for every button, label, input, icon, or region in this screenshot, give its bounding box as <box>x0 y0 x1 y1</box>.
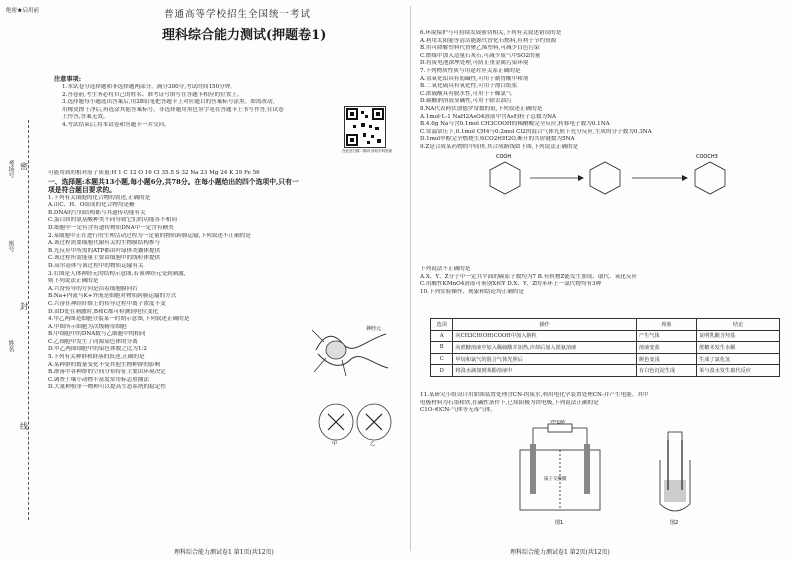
binding-char-2: 封 <box>20 302 28 311</box>
paper-title: 理科综合能力测试(押题卷1) <box>162 28 327 43</box>
question-line: C.该过程所需能量主要由细胞中的线粒体提供 <box>48 255 161 262</box>
question-line: A.利用太阳能等清洁能源代替化石燃料,有利于节约资源 <box>420 37 557 44</box>
confidential-note: 绝密★启用前 <box>6 8 40 14</box>
question-line: B.4.6g Na与含0.1mol CH3COOH的稀醋酸完全反应,转移电子数为0.1NA <box>420 121 610 128</box>
qr-caption: 在此处扫描二维码 获取学科资源 <box>341 149 393 153</box>
question-line: B.甲细胞中的DNA数与乙细胞中的相同 <box>48 331 146 338</box>
question-line: C.蛋白质的氨基酸种类不同导致它们的功能各不相同 <box>48 217 177 224</box>
binding-label-room: 考场号 <box>7 160 14 178</box>
outer-circuit-label: 外电路 <box>550 420 566 425</box>
question-line: B.群落中各种群的空间分布特征主要由环境决定 <box>48 369 166 376</box>
right-question-list-b <box>420 266 788 296</box>
question-line: 5.下列有关种群和群落的叙述,正确的是 <box>48 354 145 361</box>
qr-code-icon <box>344 106 386 148</box>
question-line: C.调查土壤小动物丰富度常用标志重捕法 <box>48 376 149 383</box>
table-cell: 证明乳酸含羟基 <box>697 330 780 342</box>
electrochem-diagram <box>500 420 750 530</box>
table-cell: 溶液变蓝 <box>636 342 696 354</box>
table-header-row <box>431 319 780 331</box>
question-line: A.兴奋传导的方向是沿着细胞膜向右 <box>48 285 138 292</box>
question-line: D.碳酸钠溶液显碱性,可用于除去油污 <box>420 98 512 105</box>
question-line: D.甲乙两图细胞中的染色体数之比为1:2 <box>48 346 147 353</box>
binding-char-3: 线 <box>20 422 28 431</box>
table-cell: A <box>431 330 453 342</box>
question-line: A.由C、H、O组成的化合物均是糖 <box>48 202 135 209</box>
question-line: A.X、Y、Z分子中一定共平面的碳原子数均为7 B.有机物Z能发生加成、取代、氧化反应 <box>420 273 638 280</box>
note-line: 3.选择题每小题选出答案后,用2B铅笔把答题卡上对应题目的答案标号涂黑。如需改动, <box>62 99 275 106</box>
atomic-masses: 可能用到的相对原子质量:H 1 C 12 O 16 Cl 35.5 S 32 Na 23 Mg 24 K 39 Fe 56 <box>48 170 260 176</box>
binding-label-seat: 座号 <box>7 240 14 252</box>
cell-label-a: 甲 <box>332 441 338 446</box>
question-line: B.光反应中所需的ATP都由叶绿体类囊体提供 <box>48 247 161 254</box>
page-divider <box>410 6 411 551</box>
question-line: 1.下列有关细胞的化合物的叙述,正确的是 <box>48 194 151 201</box>
question-line: 9.Z是合成某药物的中间体,其合成路线如下图,下列说法正确的是 <box>420 143 579 150</box>
question-line: B.用可降解塑料代替聚乙烯塑料,可减少白色污染 <box>420 45 540 52</box>
table-header-cell: 选项 <box>431 319 453 331</box>
question-line: C.兴奋在神经纤维上的传导过程中离子浓度不变 <box>48 300 166 307</box>
binding-label-name: 姓名 <box>7 340 14 352</box>
question-line: B.Na+内流与K+外流是细胞对物质跨膜运输的方式 <box>48 293 177 300</box>
question-line: D.细胞中一定有含有遗传物质DNA中一定含有糖类 <box>48 224 174 231</box>
question-line: D.大量种植单一物种可以提高生态系统的稳定性 <box>48 384 166 391</box>
neuron-note: 神经元 <box>366 326 382 332</box>
exam-title: 普通高等学校招生全国统一考试 <box>164 9 312 20</box>
question-line: C1O-和CN-气体等无毒气体, <box>420 407 493 414</box>
question-line: D.高尔基体与该过程中的物质运输有关 <box>48 262 144 269</box>
table-cell: 苯与溴水发生取代反应 <box>697 365 780 377</box>
question-line: 4.甲乙两图是细胞分裂某一时期示意图,下列叙述正确的是 <box>48 316 190 323</box>
table-row <box>431 330 780 342</box>
question-line: 则下列说法正确的是 <box>48 278 99 285</box>
question-line: D.将废电池深埋处理,可防止重金属污染环境 <box>420 60 529 67</box>
table-cell: 向CH3CH(OH)COOH中加入钠粒 <box>453 330 637 342</box>
footer-right: 理科综合能力测试卷1 第2页(共12页) <box>510 549 610 556</box>
binding-margin <box>6 120 40 520</box>
question-11 <box>420 392 788 415</box>
neuron-diagram <box>306 320 394 382</box>
figure-2-label: 图2 <box>670 520 679 526</box>
note-line: 4.考试结束后,将本试卷和答题卡一并交回。 <box>62 121 170 128</box>
note-line: 用橡皮擦干净后,再选涂其他答案标号。非选择题用黑色签字笔在答题卡上书写作答,在试卷 <box>62 106 284 113</box>
question-line: A.1mol·L-1 NaH2AsO4溶液中含As的粒子总数为NA <box>420 113 557 120</box>
table-cell: 有白色沉淀生成 <box>636 365 696 377</box>
table-cell: 生成了氯化氢 <box>697 353 780 365</box>
question-line: A.甲图所示细胞为次级精母细胞 <box>48 323 127 330</box>
reactant-group: COOH <box>496 154 512 160</box>
note-line: 上作答,答案无效。 <box>62 114 109 121</box>
question-line: 6.环境保护与可持续发展密切相关,下列有关叙述错误的是 <box>420 30 562 36</box>
question-line: B.二氧化硫具有氧化性,可用于漂白纸浆 <box>420 83 518 90</box>
binding-char-1: 密 <box>20 162 28 171</box>
table-row <box>431 353 780 365</box>
question-line: 电极材料为石墨和铁,在碱性条件下,已知阳极为铁电极,下列说法正确的是 <box>420 399 599 406</box>
notes-list <box>62 84 340 130</box>
question-line: C.用酸性KMnO4溶液可鉴别X和Y D.X、Y、Z的苯环上一氯代物均有3种 <box>420 281 602 288</box>
table-cell: 甲烷和氯气的混合气体光照后 <box>453 353 637 365</box>
section-title-cont: 项是符合题目要求的。 <box>48 186 116 195</box>
question-line: A.该过程需要细胞代谢有关的生物膜结构参与 <box>48 240 161 247</box>
table-cell: D <box>431 365 453 377</box>
cell-label-b: 乙 <box>370 441 376 446</box>
question-line: C.浓硫酸具有脱水性,可用于干燥氯气 <box>420 90 512 97</box>
question-line: 3.右图是人体神经元的结构示意图,若该神经元受到刺激, <box>48 270 186 277</box>
table-row <box>431 342 780 354</box>
question-line: B.DNA的空间结构都与其遗传功能有关 <box>48 209 146 216</box>
table-cell: 颜色变浅 <box>636 353 696 365</box>
notes-heading: 注意事项: <box>54 76 82 83</box>
footer-left: 理科综合能力测试卷1 第1页(共12页) <box>174 549 274 556</box>
question-line: 11.某研究小组设计用如图装置处理含CN-的废水,利用电化学装置处理CN-并产生电能。其中 <box>420 392 649 398</box>
note-line: 1.本试卷分选择题和非选择题两部分。满分300分,考试时间150分钟。 <box>62 84 236 90</box>
question-line: C.乙细胞中发生了同源染色体的分离 <box>48 338 138 345</box>
question-line: 8.NA代表阿伏加德罗常数的值,下列叙述正确的是 <box>420 105 543 112</box>
table-cell: B <box>431 342 453 354</box>
question-line: 2.某细胞中正在进行的生理活动过程为一定量的物质跨膜运输,下列叙述不正确的是 <box>48 232 251 239</box>
experiment-table <box>430 318 780 377</box>
table-header-cell: 操作 <box>453 319 637 331</box>
figure-1-label: 图1 <box>555 520 564 526</box>
product-group: COOCH3 <box>696 154 718 160</box>
binding-dashed-line <box>28 120 29 520</box>
question-line: 下列说法不正确的是 <box>420 266 471 272</box>
table-cell: 产生气体 <box>636 330 696 342</box>
table-header-cell: 结论 <box>697 319 780 331</box>
note-line: 2.答卷前,考生务必将自己的姓名、准考证号填写在答题卡相应的位置上。 <box>62 91 243 98</box>
table-row <box>431 365 780 377</box>
table-cell: 蔗糖未发生水解 <box>697 342 780 354</box>
question-line: D.1mol甲醇完全燃烧生成CO2和H2O,断开的共价键数为5NA <box>420 136 575 143</box>
table-cell: 向蔗糖溶液中加入稀硫酸并加热,冷却后加入银氨溶液 <box>453 342 637 354</box>
right-question-list <box>420 30 788 152</box>
membrane-label: 质子交换膜 <box>544 477 567 482</box>
table-cell: C <box>431 353 453 365</box>
question-line: A.某种群的数量变化不受其他生物种群的影响 <box>48 361 161 368</box>
question-line: C.常温常压下,0.1mol CH4与0.2mol Cl2的混合气体光照下充分反应,生成的分子数为0.3NA <box>420 128 652 135</box>
table-cell: 将溴水滴加到苯酚溶液中 <box>453 365 637 377</box>
synthesis-route-diagram <box>460 150 760 220</box>
question-line: 7.下列物质性质与用途对应关系正确的是 <box>420 67 521 74</box>
question-line: D.由D处在刺激时,B和C都可检测到电位变化 <box>48 308 159 315</box>
question-line: C.燃煤中加入适量石灰石,可减少废气中SO2的量 <box>420 52 541 59</box>
question-line: A.氢氧化铝具有弱碱性,可用于制胃酸中和剂 <box>420 75 529 82</box>
table-header-cell: 现象 <box>636 319 696 331</box>
cell-division-diagram <box>316 400 396 446</box>
question-line: 10.下列实验操作、现象和结论均正确的是 <box>420 288 524 295</box>
section-title: 一、选择题:本题共13小题,每小题6分,共78分。在每小题给出的四个选项中,只有一 <box>48 177 299 186</box>
